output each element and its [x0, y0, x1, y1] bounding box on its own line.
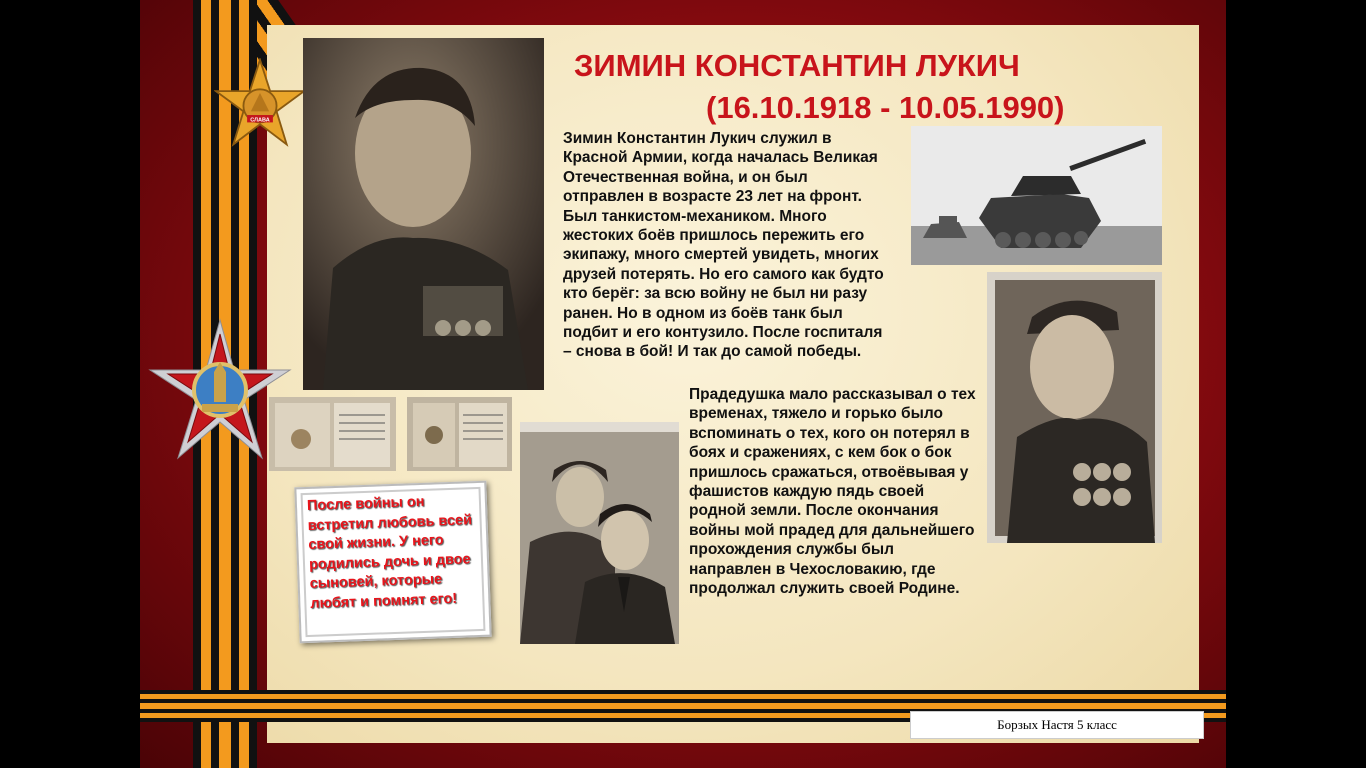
bio-text-part2 — [689, 385, 979, 598]
bio-paragraph-1: Зимин Константин Лукич служил в Красной Армии, когда началась Великая Отечественная война, и он был отправлен в возрасте 23 лет на фронт. Был танкистом-механиком. Много жестоких боёв пришлось пережить его экипажу, много смертей увидеть, многих друзей потерять. Но его самого как будто кто берёг: за всю войну не был ни разу ранен. Но в одном из боёв танк был подбит и его контузило. После госпиталя – снова в бой! И так до самой победы. — [563, 130, 884, 361]
document-certificate-2 — [407, 397, 512, 471]
bio-paragraph-2: Прадедушка мало рассказывал о тех временах, тяжело и горько было вспоминать о тех, кого он потерял в боях и сражениях, с кем бок о бок пришлось сражаться, отвоёвывая у фашистов каждую пядь своей родной земли. После окончания войны мой прадед для дальнейшего прохождения службы был направлен в Чехословакию, где продолжал служить своей Родине. — [689, 386, 976, 598]
medal-star-text: СЛАВА — [250, 117, 270, 124]
document-certificate-1 — [269, 397, 396, 471]
family-note-box — [294, 481, 491, 644]
tank-photo — [911, 126, 1162, 265]
page-title: ЗИМИН КОНСТАНТИН ЛУКИЧ — [574, 48, 1020, 83]
bio-text-part1 — [563, 129, 893, 362]
family-note-text: После войны он встретил любовь всей свой жизни. У него родились дочь и двое сыновей, которые любят и помнят его! — [306, 493, 473, 612]
couple-photo — [520, 422, 679, 644]
life-dates: (16.10.1918 - 10.05.1990) — [706, 90, 1065, 125]
author-credit: Борзых Настя 5 класс — [910, 711, 1204, 739]
portrait-right — [987, 272, 1162, 543]
portrait-main — [303, 38, 544, 390]
glory-star-icon — [214, 58, 306, 150]
